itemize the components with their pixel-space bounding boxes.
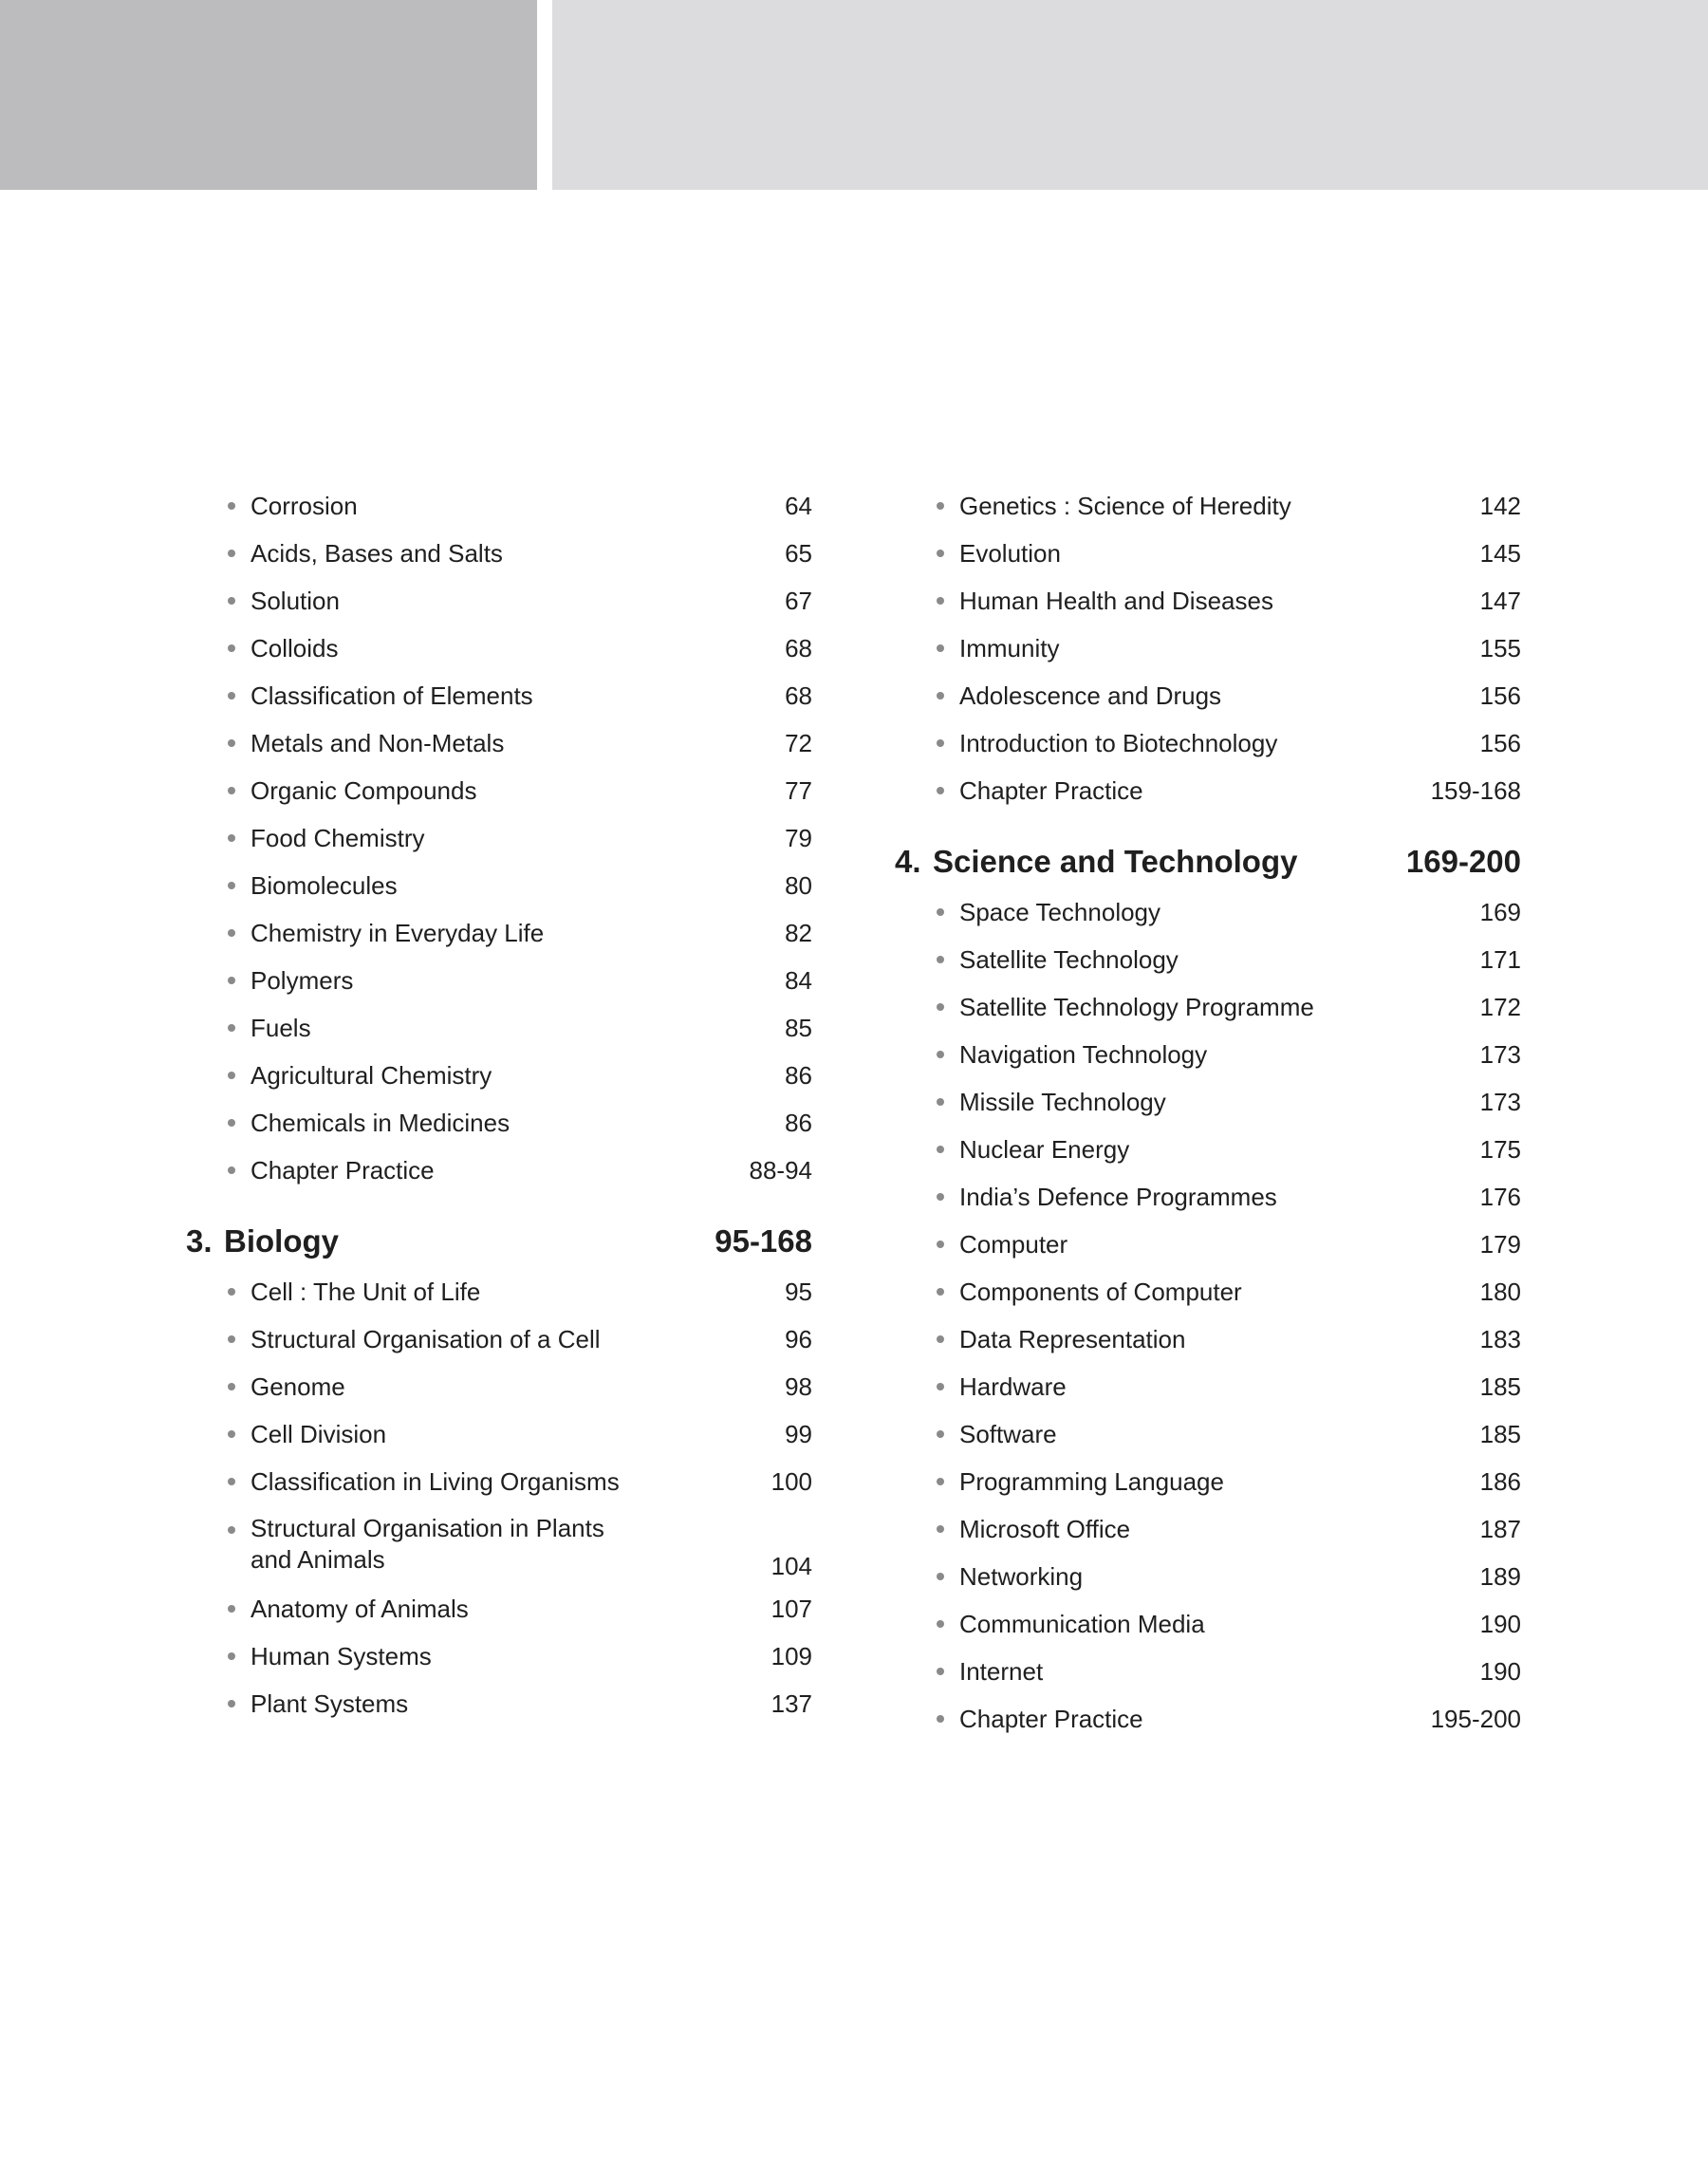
- bullet-icon: [937, 1241, 944, 1248]
- toc-entry-page: 189: [1479, 1562, 1521, 1591]
- toc-entry-label: Space Technology: [959, 898, 1161, 926]
- toc-entry-label: India’s Defence Programmes: [959, 1183, 1277, 1211]
- toc-entry[interactable]: [895, 1458, 1521, 1505]
- chapter-pages: 95-168: [715, 1223, 812, 1259]
- toc-entry-label: Biomolecules: [251, 871, 398, 900]
- toc-entry-label: Chemistry in Everyday Life: [251, 919, 545, 947]
- toc-entry[interactable]: [895, 1078, 1521, 1126]
- toc-entry-label: Missile Technology: [959, 1088, 1166, 1116]
- toc-entry[interactable]: [895, 577, 1521, 625]
- toc-entry[interactable]: [895, 625, 1521, 672]
- toc-entry-page: 68: [785, 681, 812, 710]
- toc-entry[interactable]: [186, 482, 812, 530]
- bullet-icon: [228, 1166, 235, 1174]
- toc-entry-label: Immunity: [959, 634, 1060, 662]
- bullet-icon: [937, 1430, 944, 1438]
- toc-entry-label: Communication Media: [959, 1610, 1205, 1638]
- toc-entry-page: 77: [785, 776, 812, 805]
- bullet-icon: [228, 1700, 235, 1707]
- toc-entry-label: Fuels: [251, 1014, 311, 1042]
- toc-entry-label: Networking: [959, 1562, 1084, 1591]
- bullet-icon: [228, 1526, 235, 1534]
- bullet-icon: [937, 1573, 944, 1580]
- chapter-heading[interactable]: [895, 835, 1521, 888]
- chapter-number: 4.: [895, 844, 921, 879]
- header-band-left: [0, 0, 537, 190]
- toc-entry-page: 195-200: [1430, 1705, 1521, 1733]
- bullet-icon: [228, 1430, 235, 1438]
- toc-column-right: [895, 482, 1521, 1743]
- toc-entry-page: 145: [1479, 539, 1521, 568]
- toc-entry[interactable]: [186, 1505, 812, 1585]
- bullet-icon: [228, 882, 235, 889]
- toc-entry[interactable]: [895, 1221, 1521, 1268]
- chapter-title: Biology: [224, 1223, 339, 1259]
- toc-entry[interactable]: [186, 1099, 812, 1147]
- bullet-icon: [228, 1288, 235, 1296]
- toc-entry-label: Data Representation: [959, 1325, 1186, 1353]
- bullet-icon: [228, 977, 235, 984]
- toc-entry-page: 183: [1479, 1325, 1521, 1353]
- toc-entry[interactable]: [895, 1505, 1521, 1553]
- toc-entry-page: 95: [785, 1278, 812, 1306]
- toc-entry-page: 173: [1479, 1088, 1521, 1116]
- toc-entry-page: 68: [785, 634, 812, 662]
- toc-entry-page: 82: [785, 919, 812, 947]
- toc-entry[interactable]: [186, 1004, 812, 1052]
- bullet-icon: [937, 1051, 944, 1058]
- toc-entry-label: Classification in Living Organisms: [251, 1467, 620, 1496]
- toc-entry[interactable]: [186, 909, 812, 957]
- toc-entry[interactable]: [895, 1173, 1521, 1221]
- bullet-icon: [228, 929, 235, 937]
- toc-entry-page: 172: [1479, 993, 1521, 1021]
- chapter-pages: 169-200: [1405, 844, 1521, 879]
- bullet-icon: [228, 1652, 235, 1660]
- bullet-icon: [228, 834, 235, 842]
- bullet-icon: [937, 1525, 944, 1533]
- bullet-icon: [937, 644, 944, 652]
- toc-entry[interactable]: [895, 1315, 1521, 1363]
- bullet-icon: [937, 1335, 944, 1343]
- bullet-icon: [228, 644, 235, 652]
- bullet-icon: [228, 1383, 235, 1390]
- toc-entry[interactable]: [186, 1147, 812, 1194]
- toc-entry-label: Human Health and Diseases: [959, 587, 1273, 615]
- toc-entry-label: Polymers: [251, 966, 354, 995]
- toc-entry-label: Internet: [959, 1657, 1044, 1686]
- bullet-icon: [228, 787, 235, 794]
- toc-entry-label: Classification of Elements: [251, 681, 533, 710]
- toc-entry[interactable]: [895, 719, 1521, 767]
- toc-entry[interactable]: [895, 983, 1521, 1031]
- toc-entry-page: 185: [1479, 1372, 1521, 1401]
- bullet-icon: [228, 1024, 235, 1032]
- toc-entry-label: Chemicals in Medicines: [251, 1109, 511, 1137]
- bullet-icon: [937, 1478, 944, 1485]
- bullet-icon: [937, 787, 944, 794]
- bullet-icon: [228, 550, 235, 557]
- bullet-icon: [228, 1605, 235, 1613]
- toc-entry[interactable]: [895, 767, 1521, 814]
- toc-entry-page: 159-168: [1430, 776, 1521, 805]
- toc-entry-label: Chapter Practice: [251, 1156, 435, 1185]
- toc-entry-label: Navigation Technology: [959, 1040, 1208, 1069]
- bullet-icon: [937, 1620, 944, 1628]
- toc-entry-page: 156: [1479, 681, 1521, 710]
- toc-entry-label: Genome: [251, 1372, 345, 1401]
- toc-entry[interactable]: [895, 1410, 1521, 1458]
- toc-entry[interactable]: [186, 1680, 812, 1727]
- bullet-icon: [937, 739, 944, 747]
- bullet-icon: [228, 1335, 235, 1343]
- bullet-icon: [937, 908, 944, 916]
- toc-entry-page: 185: [1479, 1420, 1521, 1448]
- toc-entry-page: 173: [1479, 1040, 1521, 1069]
- toc-entry-label: Genetics : Science of Heredity: [959, 492, 1291, 520]
- chapter-heading[interactable]: [186, 1215, 812, 1268]
- toc-entry-page: 84: [785, 966, 812, 995]
- toc-entry[interactable]: [895, 1031, 1521, 1078]
- toc-entry-page: 142: [1479, 492, 1521, 520]
- toc-entry[interactable]: [895, 1695, 1521, 1743]
- chapter-title: Science and Technology: [933, 844, 1298, 879]
- toc-entry[interactable]: [186, 577, 812, 625]
- toc-entry-label: Cell : The Unit of Life: [251, 1278, 481, 1306]
- bullet-icon: [937, 502, 944, 510]
- toc-entry-label: Satellite Technology Programme: [959, 993, 1314, 1021]
- bullet-icon: [228, 739, 235, 747]
- toc-entry-page: 88-94: [749, 1156, 812, 1185]
- toc-entry-label: Cell Division: [251, 1420, 387, 1448]
- toc-entry-label: Chapter Practice: [959, 776, 1143, 805]
- toc-entry-label: Acids, Bases and Salts: [251, 539, 503, 568]
- toc-entry[interactable]: [186, 1268, 812, 1315]
- header-band-right: [552, 0, 1708, 190]
- bullet-icon: [937, 1668, 944, 1675]
- toc-entry-label: Metals and Non-Metals: [251, 729, 505, 757]
- toc-entry[interactable]: [186, 1585, 812, 1633]
- toc-entry-page: 104: [770, 1552, 812, 1580]
- toc-entry-page: 98: [785, 1372, 812, 1401]
- toc-entry[interactable]: [895, 482, 1521, 530]
- bullet-icon: [228, 502, 235, 510]
- toc-entry-page: 79: [785, 824, 812, 852]
- toc-entry-page: 99: [785, 1420, 812, 1448]
- toc-entry[interactable]: [895, 1553, 1521, 1600]
- toc-entry-page: 64: [785, 492, 812, 520]
- toc-entry-page: 187: [1479, 1515, 1521, 1543]
- toc-entry-page: 155: [1479, 634, 1521, 662]
- toc-entry[interactable]: [186, 530, 812, 577]
- toc-entry[interactable]: [186, 957, 812, 1004]
- bullet-icon: [937, 1098, 944, 1106]
- toc-entry-page: 67: [785, 587, 812, 615]
- toc-entry-label: Agricultural Chemistry: [251, 1061, 492, 1090]
- toc-entry-label: Food Chemistry: [251, 824, 425, 852]
- toc-entry-label: Solution: [251, 587, 340, 615]
- toc-entry-label: Introduction to Biotechnology: [959, 729, 1278, 757]
- toc-entry-page: 176: [1479, 1183, 1521, 1211]
- toc-entry[interactable]: [895, 1600, 1521, 1648]
- bullet-icon: [937, 597, 944, 605]
- toc-entry[interactable]: [186, 1315, 812, 1363]
- toc-entry-label: Adolescence and Drugs: [959, 681, 1222, 710]
- bullet-icon: [228, 1478, 235, 1485]
- bullet-icon: [937, 692, 944, 700]
- toc-entry-page: 100: [770, 1467, 812, 1496]
- toc-entry[interactable]: [895, 530, 1521, 577]
- toc-entry-page: 147: [1479, 587, 1521, 615]
- bullet-icon: [937, 550, 944, 557]
- toc-entry[interactable]: [186, 719, 812, 767]
- toc-entry[interactable]: [895, 888, 1521, 936]
- bullet-icon: [937, 1288, 944, 1296]
- toc-entry-label: Computer: [959, 1230, 1068, 1259]
- bullet-icon: [937, 1003, 944, 1011]
- bullet-icon: [937, 1383, 944, 1390]
- toc-entry[interactable]: [186, 672, 812, 719]
- toc-entry-label: Components of Computer: [959, 1278, 1242, 1306]
- toc-entry-label: Evolution: [959, 539, 1061, 568]
- toc-entry-page: 86: [785, 1061, 812, 1090]
- toc-entry-label: Plant Systems: [251, 1689, 409, 1718]
- toc-entry-label: Human Systems: [251, 1642, 432, 1670]
- toc-entry-page: 156: [1479, 729, 1521, 757]
- toc-entry-page: 171: [1479, 945, 1521, 974]
- bullet-icon: [228, 692, 235, 700]
- toc-entry-label: Corrosion: [251, 492, 358, 520]
- toc-entry[interactable]: [895, 936, 1521, 983]
- toc-entry-label: Organic Compounds: [251, 776, 477, 805]
- bullet-icon: [937, 1146, 944, 1153]
- toc-entry[interactable]: [895, 1648, 1521, 1695]
- toc-entry-page: 180: [1479, 1278, 1521, 1306]
- toc-entry-label: Anatomy of Animals: [251, 1595, 469, 1623]
- toc-entry-page: 85: [785, 1014, 812, 1042]
- toc-entry[interactable]: [895, 1126, 1521, 1173]
- bullet-icon: [228, 597, 235, 605]
- toc-entry-page: 80: [785, 871, 812, 900]
- toc-entry[interactable]: [895, 1268, 1521, 1315]
- toc-entry-label: Programming Language: [959, 1467, 1224, 1496]
- toc-entry-page: 109: [770, 1642, 812, 1670]
- toc-entry[interactable]: [186, 1363, 812, 1410]
- bullet-icon: [937, 1193, 944, 1201]
- toc-entry[interactable]: [186, 862, 812, 909]
- toc-entry[interactable]: [186, 814, 812, 862]
- toc-entry-page: 190: [1479, 1657, 1521, 1686]
- toc-entry-label: Colloids: [251, 634, 339, 662]
- toc-entry[interactable]: [186, 1410, 812, 1458]
- toc-entry-page: 169: [1479, 898, 1521, 926]
- toc-entry-page: 190: [1479, 1610, 1521, 1638]
- toc-entry-page: 107: [770, 1595, 812, 1623]
- toc-entry[interactable]: [895, 1363, 1521, 1410]
- toc-entry-label: Microsoft Office: [959, 1515, 1131, 1543]
- toc-entry-label: Structural Organisation of a Cell: [251, 1325, 601, 1353]
- toc-entry-label: Hardware: [959, 1372, 1067, 1401]
- toc-entry-page: 72: [785, 729, 812, 757]
- bullet-icon: [228, 1072, 235, 1079]
- toc-entry[interactable]: [186, 625, 812, 672]
- bullet-icon: [228, 1119, 235, 1127]
- toc-entry[interactable]: [895, 672, 1521, 719]
- toc-entry-page: 65: [785, 539, 812, 568]
- toc-entry[interactable]: [186, 1052, 812, 1099]
- toc-entry-label: Software: [959, 1420, 1057, 1448]
- bullet-icon: [937, 956, 944, 963]
- toc-entry-label: Satellite Technology: [959, 945, 1179, 974]
- toc-entry-page: 175: [1479, 1135, 1521, 1164]
- toc-entry-page: 179: [1479, 1230, 1521, 1259]
- toc-entry-label: Structural Organisation in Plants and Animals: [251, 1514, 604, 1574]
- toc-entry[interactable]: [186, 767, 812, 814]
- chapter-number: 3.: [186, 1223, 213, 1259]
- toc-entry-page: 86: [785, 1109, 812, 1137]
- toc-entry-label: Nuclear Energy: [959, 1135, 1130, 1164]
- toc-entry-page: 96: [785, 1325, 812, 1353]
- bullet-icon: [937, 1715, 944, 1723]
- toc-entry[interactable]: [186, 1458, 812, 1505]
- toc-entry-page: 186: [1479, 1467, 1521, 1496]
- toc-column-left: [186, 482, 812, 1727]
- toc-entry-page: 137: [770, 1689, 812, 1718]
- toc-entry-label: Chapter Practice: [959, 1705, 1143, 1733]
- toc-entry[interactable]: [186, 1633, 812, 1680]
